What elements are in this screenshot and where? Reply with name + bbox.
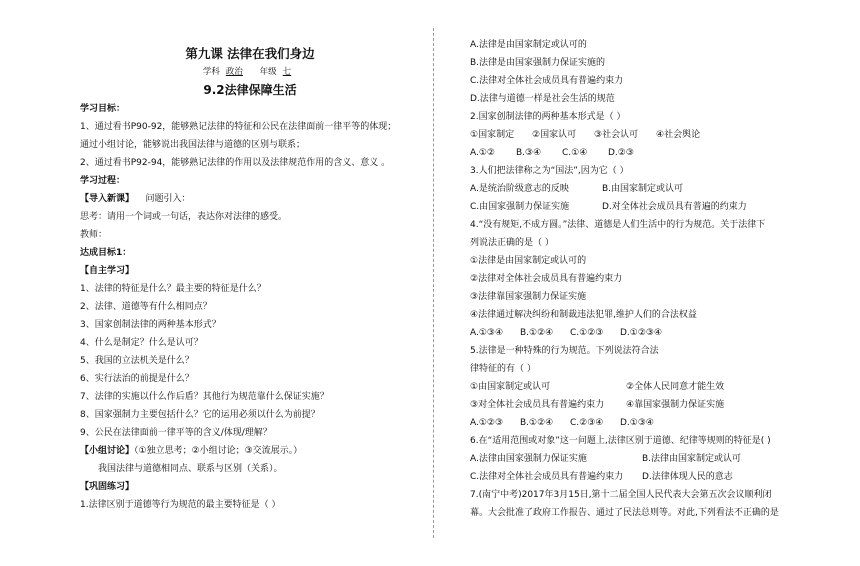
self-study-question: 3、国家创制法律的两种基本形式？ (80, 320, 221, 330)
q1-option: D.法律与道德一样是社会生活的规范 (470, 94, 615, 104)
left-column (80, 44, 420, 514)
q4-item: ①法律是由国家制定或认可的 (470, 256, 587, 266)
q6-option: C.法律对全体社会成员具有普遍约束力 (470, 472, 624, 482)
self-study-question: 7、法律的实施以什么作后盾？其他行为规范靠什么保证实施？ (80, 392, 329, 402)
teacher-line: 教师： (80, 230, 108, 240)
question-3: 3.人们把法律称之为“国法”,因为它（ ） (470, 166, 629, 176)
question-1: 1.法律区别于道德等行为规范的最主要特征是（ ） (80, 500, 281, 510)
q2-option: A.①② (470, 148, 495, 158)
group-text: （①独立思考；②小组讨论；③交流展示。） (134, 446, 303, 456)
q2-item: ①国家制定 (470, 130, 515, 140)
self-study-question: 4、什么是制定？什么是认可？ (80, 338, 203, 348)
practice-heading: 【巩固练习】 (80, 482, 135, 492)
q3-option: A.是统治阶级意志的反映 (470, 184, 569, 194)
q6-option: B.法律由国家制定或认可 (642, 454, 742, 464)
q1-option: B.法律是由国家强制力保证实施的 (470, 58, 606, 68)
q3-option: B.由国家制定或认可 (602, 184, 684, 194)
q1-option: C.法律对全体社会成员具有普遍约束力 (470, 76, 624, 86)
q4-option: B.①②④ (520, 328, 554, 338)
q3-option: C.由国家强制力保证实施 (470, 202, 570, 212)
q5-item: ④靠国家强制力保证实施 (626, 400, 725, 410)
question-5-cont: 律特征的有（ ） (470, 364, 536, 374)
self-study-question: 6、实行法治的前提是什么？ (80, 374, 194, 384)
q6-options-row (470, 468, 815, 486)
process-heading: 学习过程： (80, 176, 126, 186)
question-7: 7.(南宁中考)2017年3月15日,第十二届全国人民代表大会第五次会议顺利闭 (470, 490, 772, 500)
subject-value: 政治 (225, 67, 243, 77)
q6-option: D.法律体现人民的意志 (642, 472, 733, 482)
q5-items-row (470, 396, 815, 414)
q4-item: ②法律对全体社会成员具有普遍约束力 (470, 274, 623, 284)
q2-option: B.③④ (516, 148, 542, 158)
q5-items-row (470, 378, 815, 396)
q5-options (470, 414, 815, 432)
question-6: 6.在“适用范围或对象”这一问题上,法律区别于道德、纪律等规则的特征是( ) (470, 436, 771, 446)
q4-item: ④法律通过解决纠纷和制裁违法犯罪,维护人们的合法权益 (470, 310, 697, 320)
q2-item: ②国家认可 (532, 130, 577, 140)
q5-option: B.①②④ (520, 418, 554, 428)
self-study-question: 9、公民在法律面前一律平等的含义/体现/理解？ (80, 428, 272, 438)
q1-option: A.法律是由国家制定或认可的 (470, 40, 587, 50)
intro-label: 【导入新课】 (80, 194, 135, 204)
question-2: 2.国家创制法律的两种基本形式是（ ） (470, 112, 626, 122)
self-study-question: 2、法律、道德等有什么相同点？ (80, 302, 212, 312)
group-line (80, 442, 420, 460)
q5-item: ②全体人民同意才能生效 (626, 382, 725, 392)
q5-item: ③对全体社会成员具有普遍约束力 (470, 400, 605, 410)
question-4-cont: 列说法正确的是（ ） (470, 238, 554, 248)
q4-option: C.①②③ (570, 328, 604, 338)
q6-option: A.法律由国家强制力保证实施 (470, 454, 587, 464)
intro-line (80, 190, 420, 208)
column-divider (433, 28, 434, 538)
goal-line: 1、通过看书P90-92，能够熟记法律的特征和公民在法律面前一律平等的体现； (80, 122, 397, 132)
q5-option: C.②③④ (570, 418, 604, 428)
goal-line: 通过小组讨论，能够说出我国法律与道德的区别与联系； (80, 140, 306, 150)
q2-option: C.①④ (562, 148, 588, 158)
think-line: 思考：请用一个词或一句话，表达你对法律的感受。 (80, 212, 288, 222)
self-study-question: 1、法律的特征是什么？最主要的特征是什么？ (80, 284, 266, 294)
group-task: 我国法律与道德相同点、联系与区别（关系）。 (98, 464, 283, 474)
q5-option: D.①③④ (620, 418, 654, 428)
q4-options (470, 324, 815, 342)
q2-items (470, 126, 815, 144)
q2-option: D.②③ (608, 148, 634, 158)
q2-options (470, 144, 815, 162)
q2-item: ③社会认可 (594, 130, 639, 140)
q4-item: ③法律靠国家强制力保证实施 (470, 292, 587, 302)
intro-text: 问题引入： (145, 194, 191, 204)
self-study-heading: 【自主学习】 (80, 266, 135, 276)
group-label: 【小组讨论】 (80, 446, 135, 456)
lesson-title: 第九课 法律在我们身边 (185, 46, 315, 61)
q3-options-row (470, 198, 815, 216)
subject-label: 学科 (202, 67, 220, 77)
q4-option: D.①②③④ (620, 328, 663, 338)
grade-label: 年级 (259, 67, 277, 77)
target-heading: 达成目标1： (80, 248, 132, 258)
question-7-cont: 幕。大会批准了政府工作报告、通过了民法总则等。对此,下列看法不正确的是 (470, 508, 779, 518)
self-study-question: 5、我国的立法机关是什么？ (80, 356, 194, 366)
q4-option: A.①③④ (470, 328, 504, 338)
q5-item: ①由国家制定或认可 (470, 382, 551, 392)
section-title: 9.2法律保障生活 (203, 83, 297, 97)
q6-options-row (470, 450, 815, 468)
lesson-meta (80, 64, 420, 80)
question-4: 4.“没有规矩,不成方圆。”法律、道德是人们生活中的行为规范。关于法律下 (470, 220, 766, 230)
right-column (470, 36, 815, 522)
goal-line: 2、通过看书P92-94，能够熟记法律的作用以及法律规范作用的含义、意义 。 (80, 158, 391, 168)
q3-option: D.对全体社会成员具有普遍的约束力 (602, 202, 747, 212)
self-study-question: 8、国家强制力主要包括什么？它的运用必须以什么为前提？ (80, 410, 320, 420)
goals-heading: 学习目标： (80, 104, 126, 114)
question-5: 5.法律是一种特殊的行为规范。下列说法符合法 (470, 346, 659, 356)
grade-value: 七 (282, 67, 292, 77)
q2-item: ④社会舆论 (656, 130, 701, 140)
q5-option: A.①②③ (470, 418, 504, 428)
q3-options-row (470, 180, 815, 198)
